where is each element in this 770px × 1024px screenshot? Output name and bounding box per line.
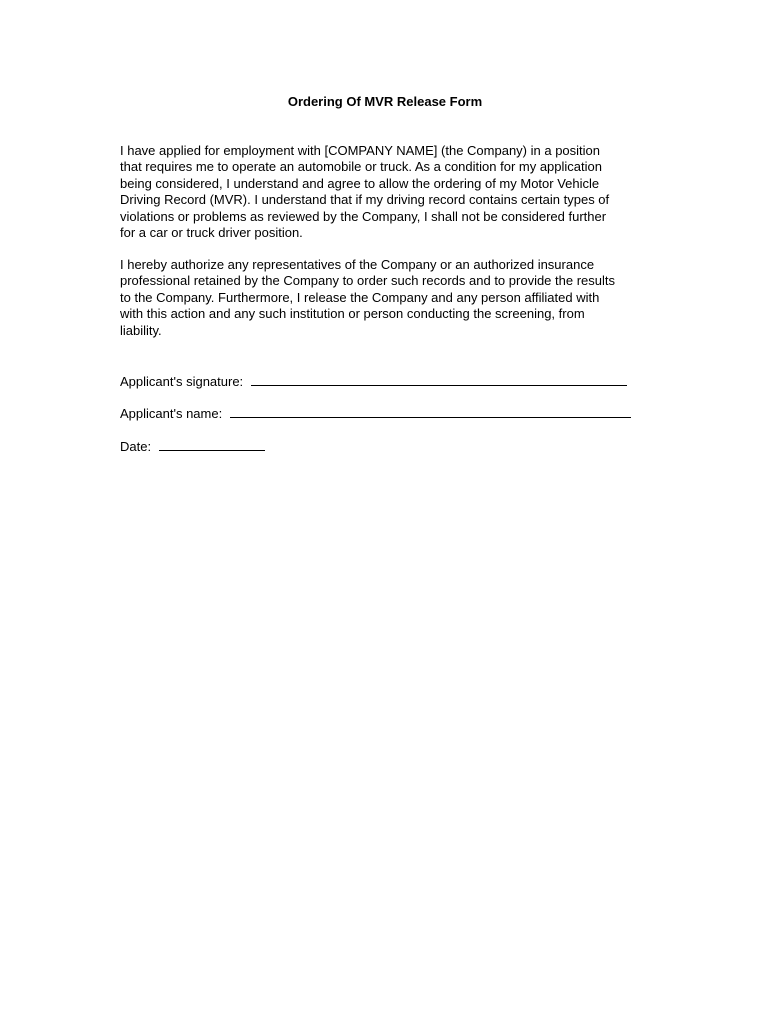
paragraph-line: violations or problems as reviewed by the Company, I shall not be considered further xyxy=(120,208,607,224)
paragraph-line: being considered, I understand and agree to allow the ordering of my Motor Vehicle xyxy=(120,175,600,191)
date-row xyxy=(120,437,265,455)
paragraph-line: professional retained by the Company to order such records and to provide the results xyxy=(120,273,615,289)
name-label: Applicant's name: xyxy=(120,406,223,421)
form-title: Ordering Of MVR Release Form xyxy=(287,94,483,109)
paragraph-line: I hereby authorize any representatives of the Company or an authorized insurance xyxy=(120,257,595,272)
paragraph-line: I have applied for employment with [COMPANY NAME] (the Company) in a position xyxy=(120,143,601,158)
date-label: Date: xyxy=(120,439,152,454)
name-row xyxy=(120,404,631,422)
paragraph-line: Driving Record (MVR). I understand that if my driving record contains certain types of xyxy=(120,192,610,208)
paragraph-line: for a car or truck driver position. xyxy=(120,225,303,241)
paragraph-line: to the Company. Furthermore, I release the Company and any person affiliated with xyxy=(120,289,600,305)
authorization-paragraph xyxy=(120,257,615,339)
employment-paragraph xyxy=(120,143,609,241)
signature-label: Applicant's signature: xyxy=(120,374,244,389)
name-blank[interactable] xyxy=(230,404,631,418)
paragraph-line: liability. xyxy=(120,322,162,338)
signature-row xyxy=(120,372,627,390)
paragraph-line: with this action and any such institution or person conducting the screening, from xyxy=(120,306,585,322)
paragraph-line: that requires me to operate an automobile or truck. As a condition for my application xyxy=(120,159,602,175)
signature-blank[interactable] xyxy=(251,372,627,386)
date-blank[interactable] xyxy=(159,437,265,451)
